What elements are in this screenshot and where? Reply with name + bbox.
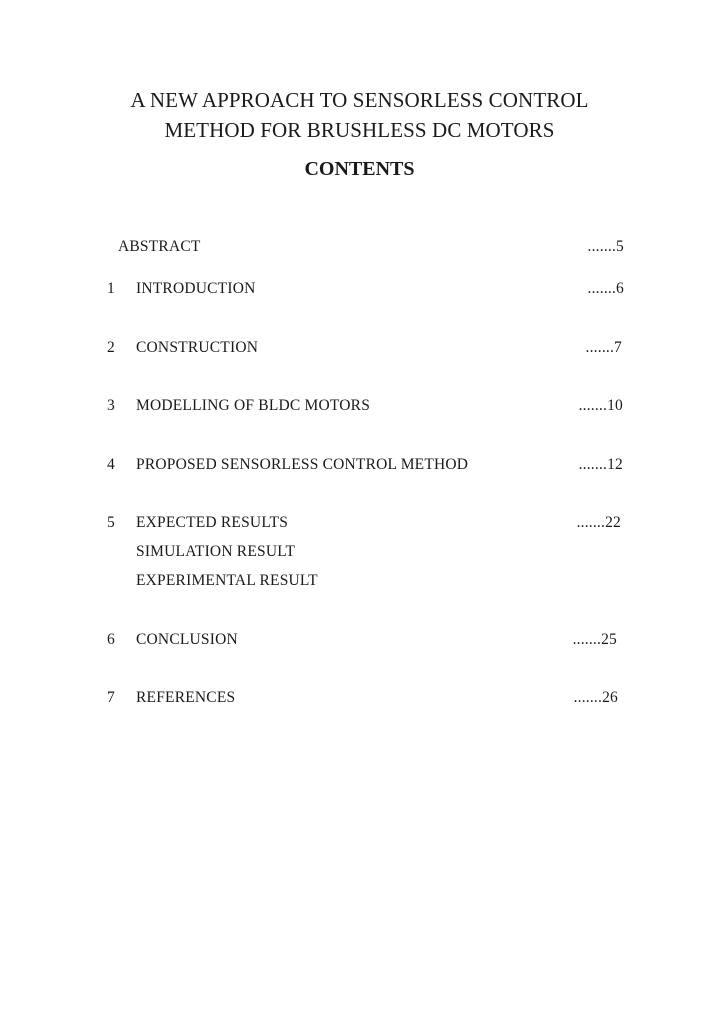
document-title-line-1: A NEW APPROACH TO SENSORLESS CONTROL xyxy=(130,88,589,112)
toc-entry-page: .......22 xyxy=(576,514,621,531)
toc-entry-number: 3 xyxy=(107,397,115,414)
toc-entry-label: INTRODUCTION xyxy=(136,280,256,297)
toc-entry-page: .......26 xyxy=(573,689,618,706)
toc-entry-page: .......10 xyxy=(578,397,623,414)
toc-entry-number: 1 xyxy=(107,280,115,297)
toc-entry-label: MODELLING OF BLDC MOTORS xyxy=(136,397,371,414)
toc-abstract-page: .......5 xyxy=(587,238,624,255)
toc-entry-label: CONSTRUCTION xyxy=(136,339,259,356)
toc-entry-label: PROPOSED SENSORLESS CONTROL METHOD xyxy=(136,456,469,473)
toc-subentry-label: EXPERIMENTAL RESULT xyxy=(136,572,318,589)
toc-entry-label: REFERENCES xyxy=(136,689,236,706)
toc-abstract-label: ABSTRACT xyxy=(118,238,201,255)
toc-entry-page: .......25 xyxy=(572,631,617,648)
toc-entry-page: .......12 xyxy=(578,456,623,473)
toc-entry-number: 2 xyxy=(107,339,115,356)
toc-entry-number: 5 xyxy=(107,514,115,531)
document-title-line-2: METHOD FOR BRUSHLESS DC MOTORS xyxy=(164,118,555,142)
toc-entry-label: EXPECTED RESULTS xyxy=(136,514,289,531)
toc-entry-number: 4 xyxy=(107,456,115,473)
toc-entry-number: 7 xyxy=(107,689,115,706)
toc-entry-label: CONCLUSION xyxy=(136,631,238,648)
toc-entry-page: .......6 xyxy=(587,280,624,297)
toc-subentry-label: SIMULATION RESULT xyxy=(136,543,296,560)
toc-entry-number: 6 xyxy=(107,631,115,648)
contents-heading: CONTENTS xyxy=(304,158,415,180)
toc-entry-page: .......7 xyxy=(585,339,622,356)
